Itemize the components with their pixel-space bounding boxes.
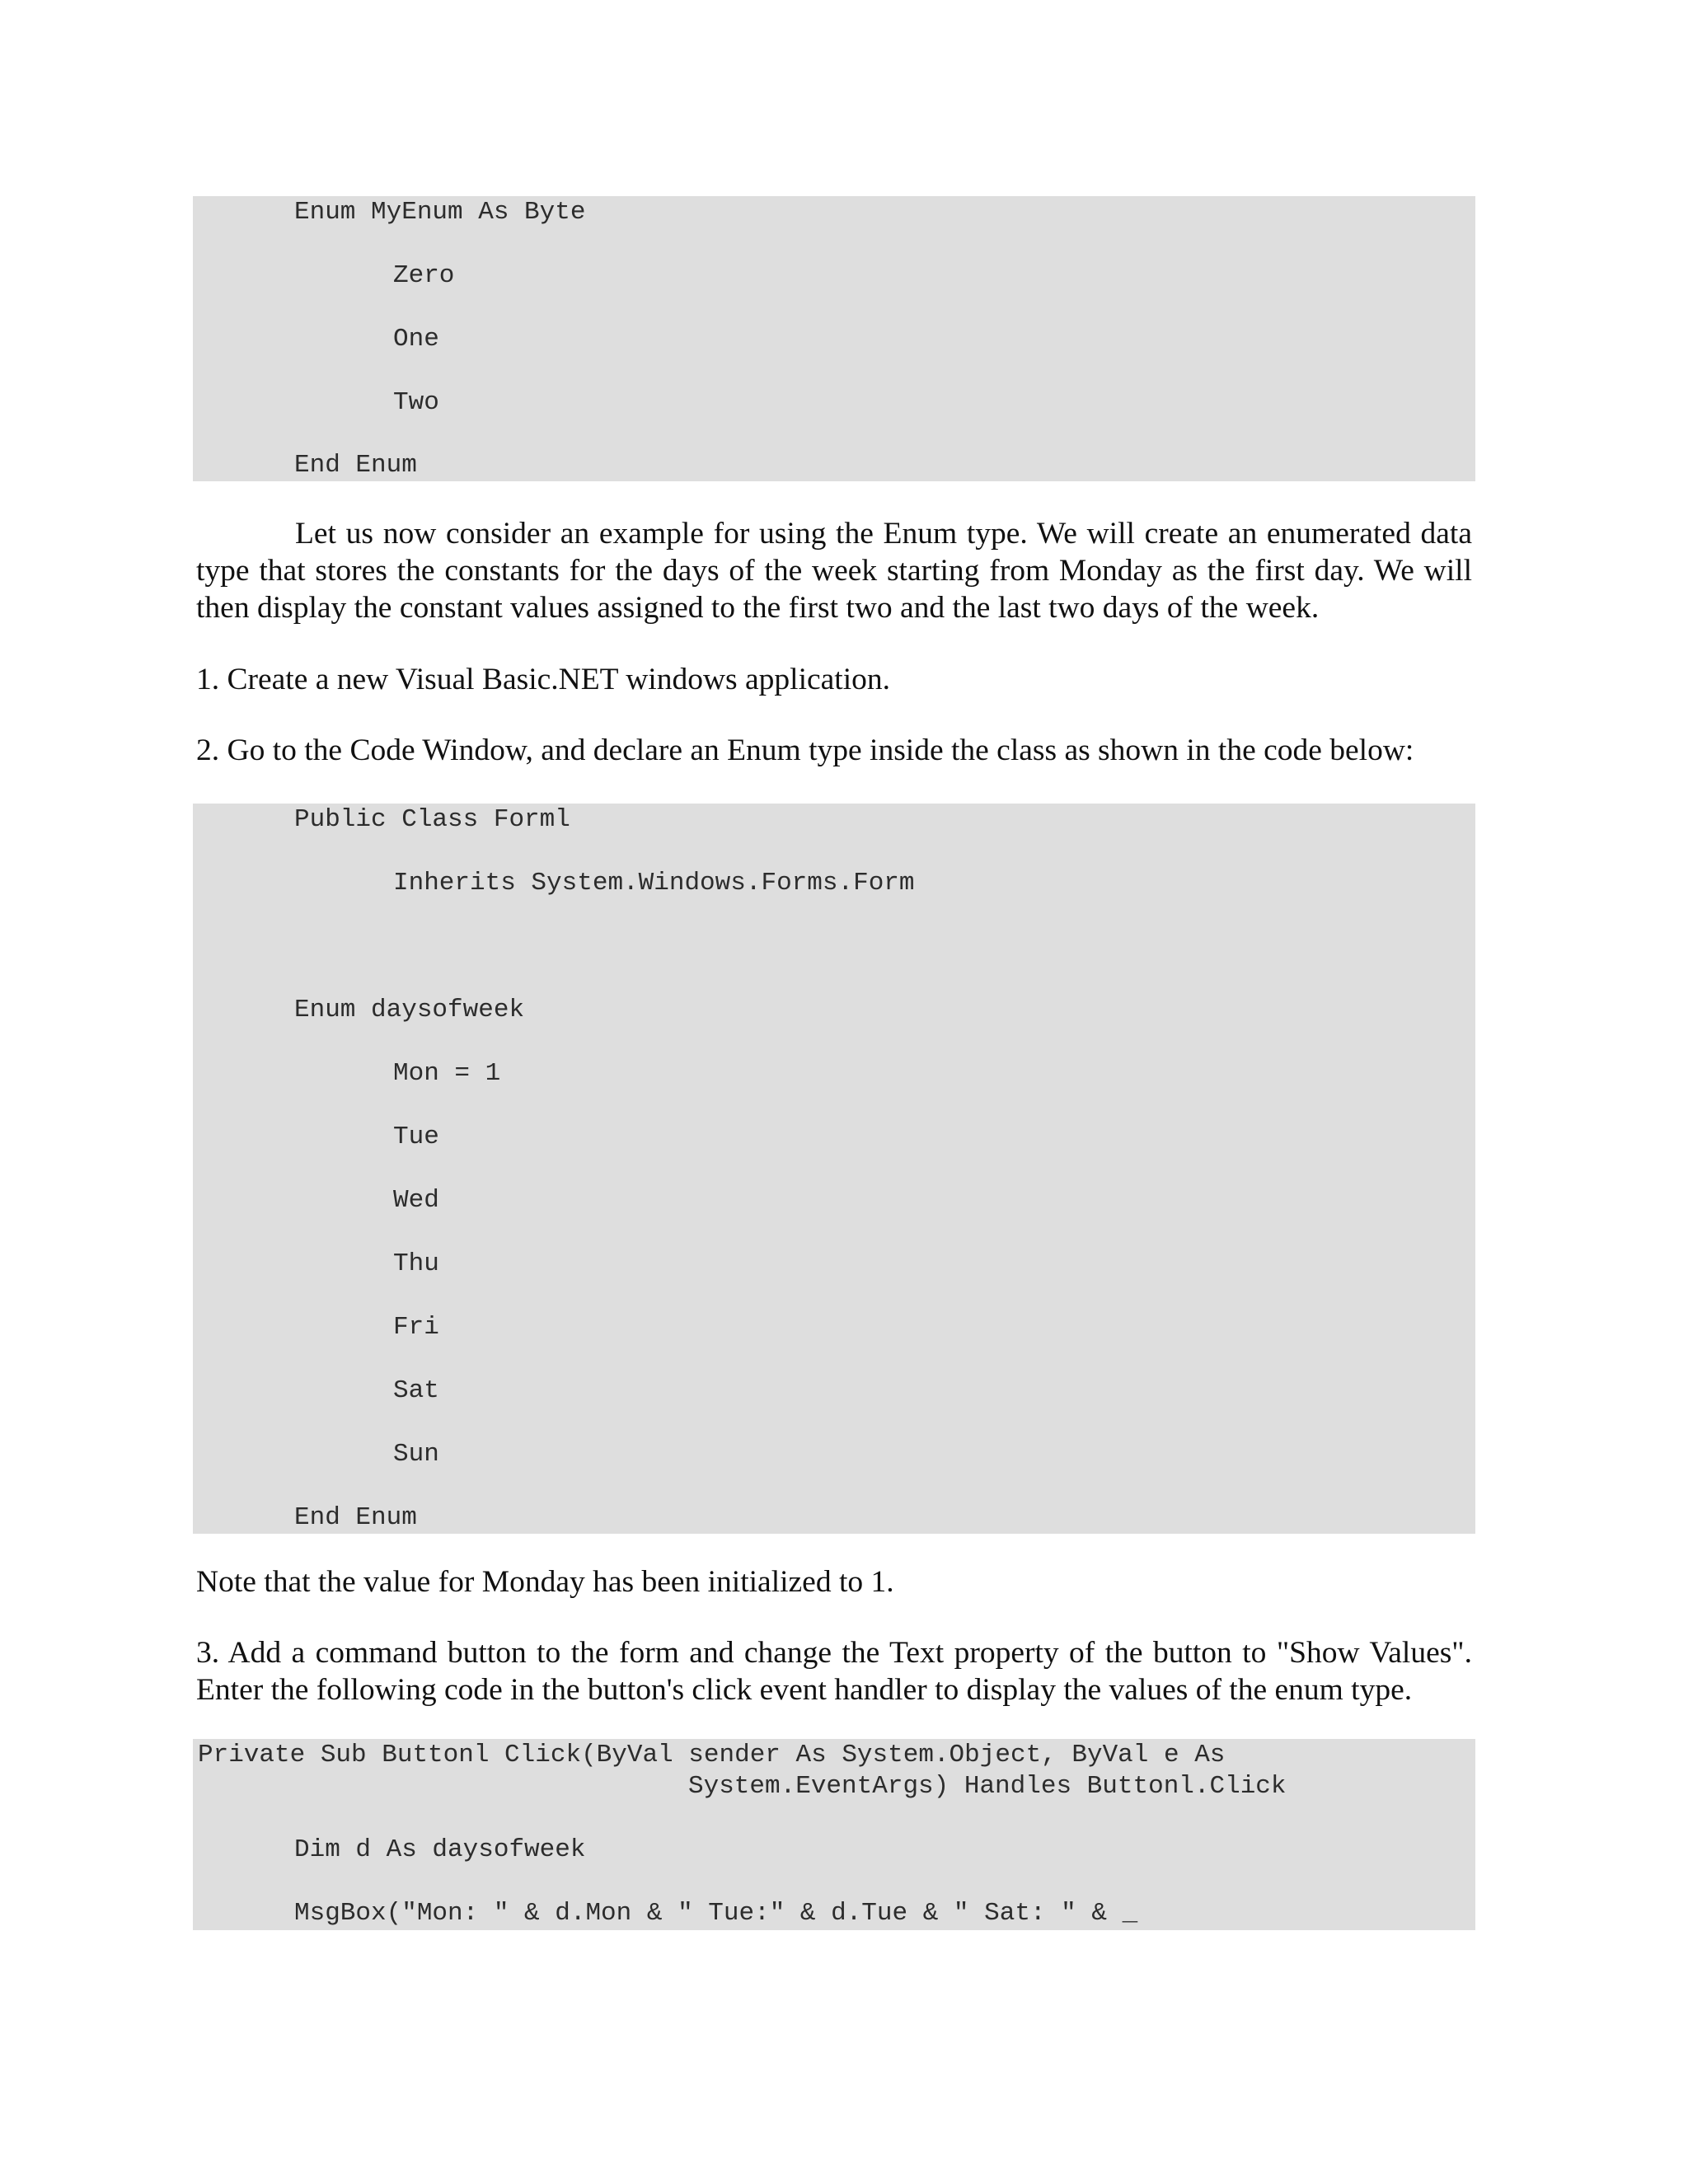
code-line: Sat xyxy=(393,1376,439,1405)
step-3-text: 3. Add a command button to the form and change the Text property of the button to "Show Values". Enter the following code in the button's click event handler to display the values of the enum type. xyxy=(196,1636,1472,1707)
code-line: Public Class Forml xyxy=(294,805,570,834)
code-line: Mon = 1 xyxy=(393,1059,501,1088)
step-1-text: 1. Create a new Visual Basic.NET windows application. xyxy=(196,663,891,696)
code-block-button-click xyxy=(193,1739,1475,1930)
code-line: Tue xyxy=(393,1122,439,1151)
code-line: System.EventArgs) Handles Buttonl.Click xyxy=(688,1772,1287,1801)
code-line: Zero xyxy=(393,261,455,290)
code-block-enum-myenum xyxy=(193,196,1475,481)
code-line: Fri xyxy=(393,1313,439,1342)
code-line: Sun xyxy=(393,1440,439,1469)
note-monday-text: Note that the value for Monday has been initialized to 1. xyxy=(196,1565,894,1599)
code-line: End Enum xyxy=(294,451,417,480)
code-line: One xyxy=(393,325,439,354)
code-line: Private Sub Buttonl Click(ByVal sender As System.Object, ByVal e As xyxy=(198,1741,1226,1769)
code-line: Inherits System.Windows.Forms.Form xyxy=(393,869,915,898)
code-line: Enum MyEnum As Byte xyxy=(294,198,586,227)
code-line: Two xyxy=(393,388,439,417)
code-line: Dim d As daysofweek xyxy=(294,1835,586,1864)
code-line: Wed xyxy=(393,1186,439,1215)
intro-paragraph: Let us now consider an example for using the Enum type. We will create an enumerated data type that stores the constants for the days of the week starting from Monday as the first day. We will then display the constant values assigned to the first two and the last two days of the week. xyxy=(196,517,1472,625)
code-block-class-forml xyxy=(193,804,1475,1534)
step-2-text: 2. Go to the Code Window, and declare an Enum type inside the class as shown in the code below: xyxy=(196,733,1414,767)
code-line: Thu xyxy=(393,1249,439,1278)
code-line: MsgBox("Mon: " & d.Mon & " Tue:" & d.Tue & " Sat: " & _ xyxy=(294,1899,1138,1928)
code-line: End Enum xyxy=(294,1503,417,1532)
code-line: Enum daysofweek xyxy=(294,996,525,1024)
